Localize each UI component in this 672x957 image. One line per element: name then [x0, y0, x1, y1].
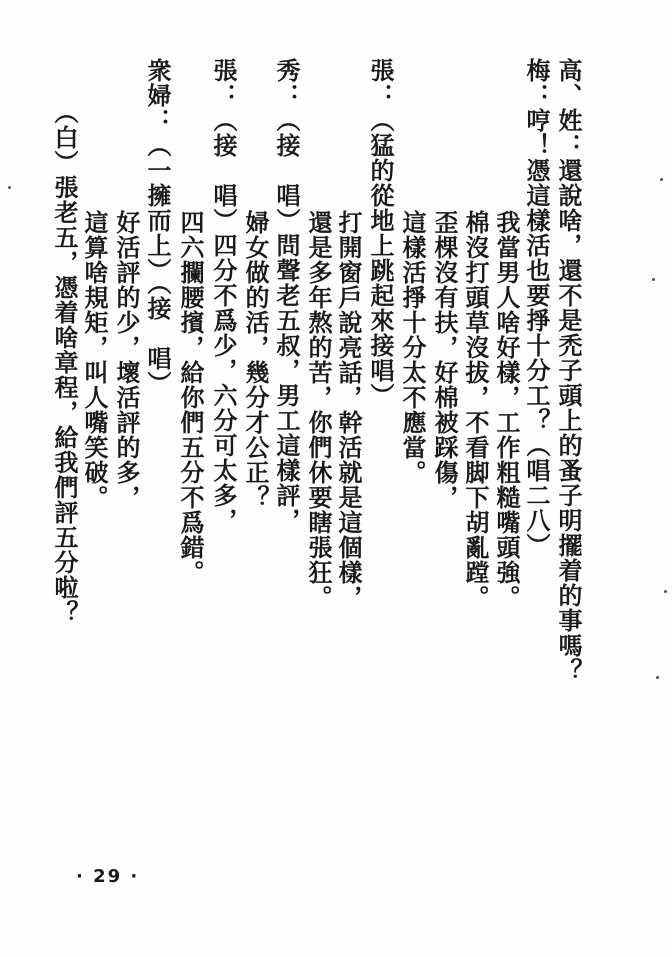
text-line-9: 還是多年熬的苦，你們休要瞎張狂。 — [304, 210, 333, 610]
text-line-12: 張：（接 唱）四分不爲少，六分可太多， — [209, 58, 238, 533]
text-line-5: 歪棵沒有扶，好棉被踩傷， — [430, 210, 459, 510]
text-line-1: 高、姓：還說啥，還不是禿子頭上的蚤子明擺着的事嗎？ — [554, 58, 583, 683]
ink-speck — [664, 590, 667, 593]
ink-speck — [660, 178, 663, 181]
page-number: · 29 · — [76, 866, 140, 887]
text-line-3: 我當男人啥好樣，工作粗糙嘴頭強。 — [492, 210, 521, 610]
ink-speck — [652, 278, 655, 281]
text-line-14: 衆婦：（一擁而上）（接 唱） — [143, 58, 172, 396]
text-line-6: 這樣活掙十分太不應當。 — [398, 210, 427, 485]
ink-speck — [656, 676, 659, 679]
text-line-17: （白）張老五，憑着啥章程，給我們評五分啦？ — [50, 100, 79, 625]
text-line-11: 婦女做的活，幾分才公正？ — [241, 210, 270, 510]
text-line-13: 四六攔腰擯，給你們五分不爲錯。 — [176, 210, 205, 585]
text-line-2: 梅：哼！憑這樣活也要掙十分工？（唱二八） — [522, 58, 551, 558]
text-line-10: 秀：（接 唱）問聲老五叔，男工這樣評， — [272, 58, 301, 533]
text-line-7: 張：（猛的從地上跳起來接唱） — [366, 58, 395, 408]
ink-speck — [8, 186, 11, 189]
text-line-15: 好活評的少，壞活評的多， — [112, 210, 141, 510]
text-line-16: 這算啥規矩，叫人嘴笑破。 — [80, 210, 109, 510]
text-line-8: 打開窗戶說亮話，幹活就是這個樣， — [334, 210, 363, 610]
text-line-4: 棉沒打頭草沒拔，不看脚下胡亂蹚。 — [461, 210, 490, 610]
